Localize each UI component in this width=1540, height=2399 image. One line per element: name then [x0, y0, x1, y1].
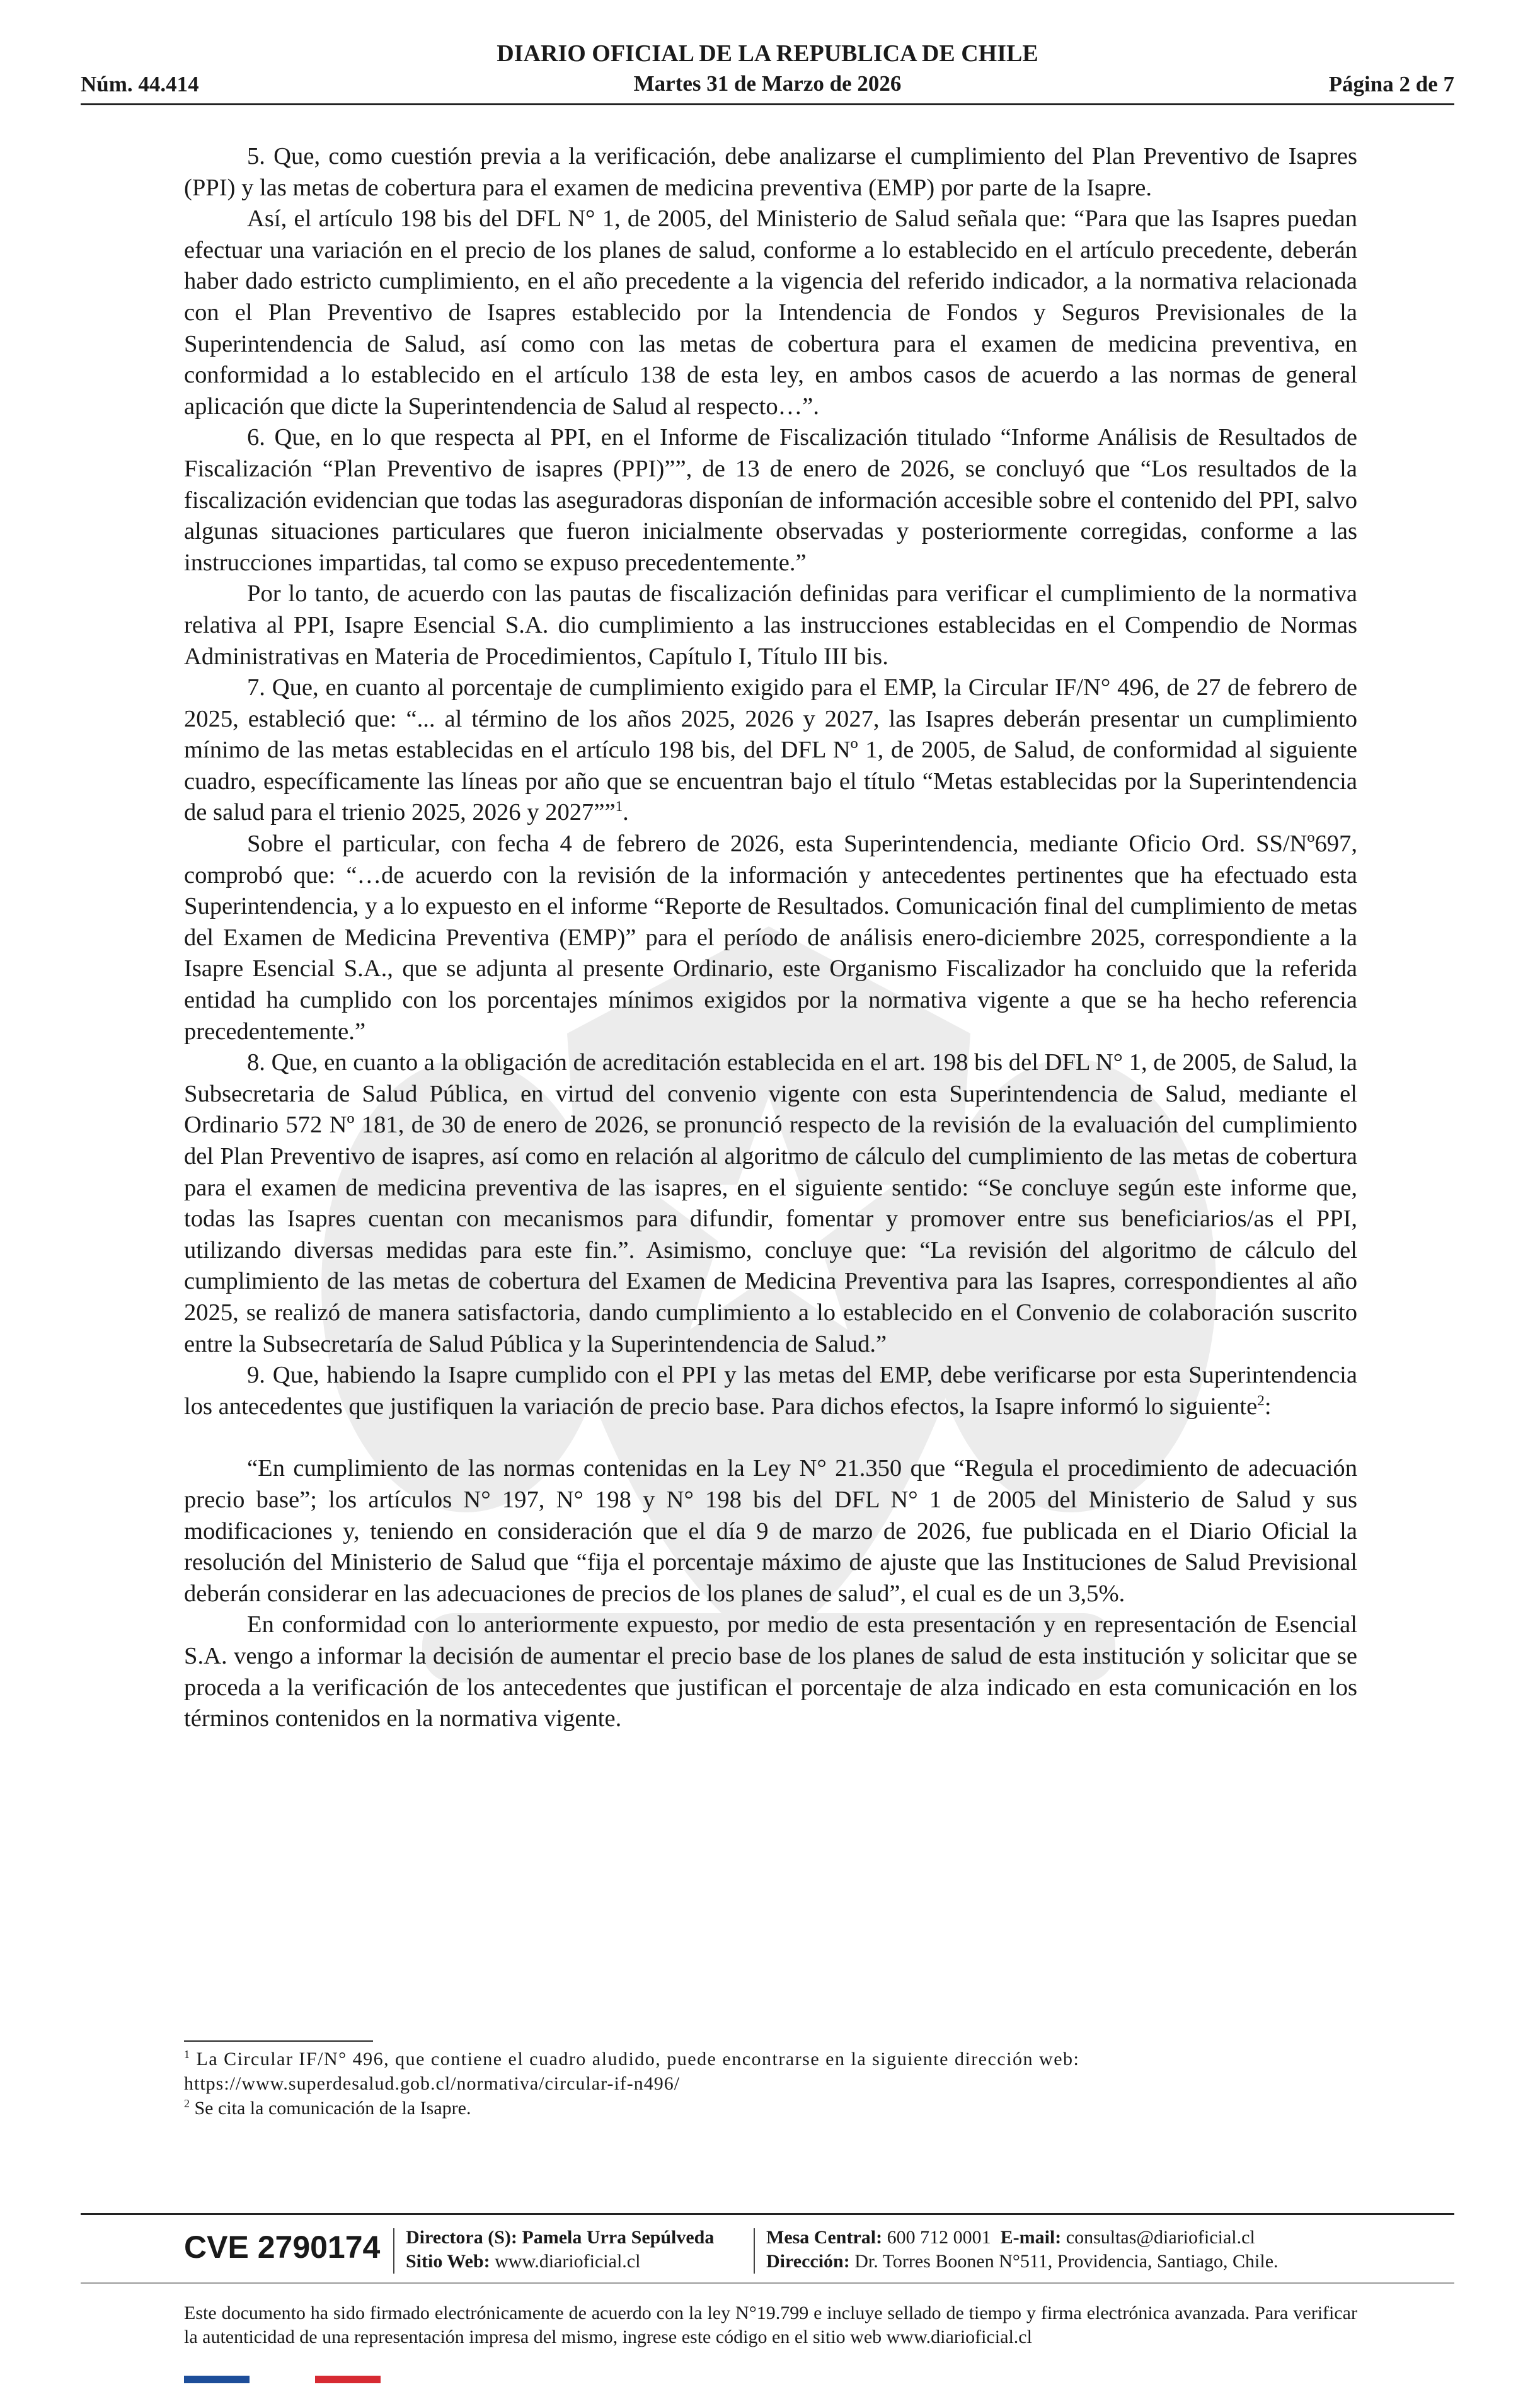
masthead: [81, 39, 1454, 98]
email-link[interactable]: consultas@diarioficial.cl: [1066, 2227, 1255, 2248]
flag-color-bar: [184, 2376, 381, 2383]
paragraph: 8. Que, en cuanto a la obligación de acreditación establecida en el art. 198 bis del DFL N° 1, de 2005, de Salud, la Subsecretaria de Salud Pública, en virtud del convenio vigente con esta Superintendencia de Salud, mediante el Ordinario 572 Nº 181, de 30 de enero de 2026, se pronunció respecto de la revisión de la evaluación del cumplimiento del Plan Preventivo de isapres, así como en relación al algoritmo de cálculo del cumplimiento de las metas de cobertura para el examen de medicina preventiva de las isapres, en el siguiente sentido: “Se concluye según este informe que, todas las Isapres cuentan con mecanismos para difundir, fomentar y promover entre sus beneficiarios/as el PPI, utilizando diversas medidas para este fin.”. Asimismo, concluye que: “La revisión del algoritmo de cálculo del cumplimiento de las metas de cobertura del Examen de Medicina Preventiva para las Isapres, correspondientes al año 2025, se realizó de manera satisfactoria, dando cumplimiento a lo establecido en el Convenio de colaboración suscrito entre la Subsecretaría de Salud Pública y la Superintendencia de Salud.”: [184, 1049, 1357, 1357]
flag-red-segment: [315, 2376, 381, 2383]
director-line: Directora (S): Pamela Urra Sepúlveda: [406, 2227, 715, 2248]
cve-code: CVE 2790174: [184, 2229, 381, 2265]
page-number: Página 2 de 7: [1328, 72, 1454, 96]
footnote-text: Se cita la comunicación de la Isapre.: [194, 2098, 471, 2119]
address-line: Dirección: Dr. Torres Boonen N°511, Providencia, Santiago, Chile.: [766, 2251, 1279, 2272]
footnote-2: [184, 2096, 1357, 2120]
quoted-paragraph: En conformidad con lo anteriormente expuesto, por medio de esta presentación y en representación de Esencial S.A. vengo a informar la decisión de aumentar el precio base de los planes de salud de esta institución y solicitar que se proceda a la verificación de los antecedentes que justifican el porcentaje de alza indicado en esta comunicación en los términos contenidos en la normativa vigente.: [184, 1611, 1357, 1732]
signature-notice: Este documento ha sido firmado electrónicamente de acuerdo con la ley N°19.799 e incluye sellado de tiempo y firma electrónica avanzada. Para verificar la autenticidad de una representación impresa del mismo, ingrese este código en el sitio web www.diarioficial.cl: [184, 2303, 1357, 2347]
newspaper-title: DIARIO OFICIAL DE LA REPUBLICA DE CHILE: [497, 40, 1038, 67]
footnote-ref: 2: [1257, 1392, 1265, 1409]
paragraph-text: :: [1264, 1393, 1272, 1420]
paragraph: 5. Que, como cuestión previa a la verificación, debe analizarse el cumplimiento del Plan Preventivo de Isapres (PPI) y las metas de cobertura para el examen de medicina preventiva (EMP) por parte de la Isapre.: [184, 143, 1357, 201]
document-body: [184, 141, 1357, 1735]
paragraph: 6. Que, en lo que respecta al PPI, en el Informe de Fiscalización titulado “Informe Análisis de Resultados de Fiscalización “Plan Preventivo de isapres (PPI)””, de 13 de enero de 2026, se concluyó que “Los resultados de la fiscalización evidencian que todas las aseguradoras disponían de información accesible sobre el contenido del PPI, salvo algunas situaciones particulares que fueron inicialmente observadas y posteriormente corregidas, conforme a las instrucciones impartidas, tal como se expuso precedentemente.”: [184, 424, 1357, 576]
footnote-divider: [184, 2040, 373, 2042]
footnote-text: La Circular IF/N° 496, que contiene el cuadro aludido, puede encontrarse en la siguiente dirección web:: [196, 2049, 1080, 2069]
paragraph-text: 7. Que, en cuanto al porcentaje de cumplimiento exigido para el EMP, la Circular IF/N° 496, de 27 de febrero de 2025, estableció que: “... al término de los años 2025, 2026 y 2027, las Isapres deberán presentar un cumplimiento mínimo de las metas establecidas en el artículo 198 bis, del DFL Nº 1, de 2005, de Salud, de conformidad al siguiente cuadro, específicamente las líneas por año que se encuentran bajo el título “Metas establecidas por la Superintendencia de salud para el trienio 2025, 2026 y 2027””: [184, 674, 1357, 826]
website-link[interactable]: www.diarioficial.cl: [495, 2251, 641, 2272]
paragraph: Sobre el particular, con fecha 4 de febrero de 2026, esta Superintendencia, mediante Oficio Ord. SS/Nº697, comprobó que: “…de acuerdo con la revisión de la información y antecedentes pertinentes que ha efectuado esta Superintendencia, y a lo expuesto en el informe “Reporte de Resultados. Comunicación final del cumplimiento de metas del Examen de Medicina Preventiva (EMP)” para el período de análisis enero-diciembre 2025, correspondiente a la Isapre Esencial S.A., que se adjunta al presente Ordinario, este Organismo Fiscalizador ha concluido que la referida entidad ha cumplido con los porcentajes mínimos exigidos por la normativa vigente a que se ha hecho referencia precedentemente.”: [184, 831, 1357, 1045]
issue-number: Núm. 44.414: [81, 72, 199, 96]
website-line: Sitio Web: www.diarioficial.cl: [406, 2251, 641, 2272]
phone-email-line: Mesa Central: 600 712 0001 E-mail: consultas@diarioficial.cl: [766, 2227, 1255, 2248]
paragraph: Así, el artículo 198 bis del DFL N° 1, de 2005, del Ministerio de Salud señala que: “Para que las Isapres puedan efectuar una variación en el precio de los planes de salud, conforme a lo establecido en el artículo precedente, deberán haber dado estricto cumplimiento, en el año precedente a la vigencia del referido indicador, a la normativa relacionada con el Plan Preventivo de Isapres establecido por la Intendencia de Fondos y Seguros Previsionales de la Superintendencia de Salud, así como con las metas de cobertura para el examen de medicina preventiva, en conformidad a lo establecido en el artículo 138 de esta ley, en ambos casos de acuerdo a las normas de general aplicación que dicte la Superintendencia de Salud al respecto…”.: [184, 205, 1357, 420]
paragraph: [184, 1360, 1357, 1422]
paragraph: [184, 672, 1357, 829]
footer-divider: [81, 2213, 1454, 2215]
footer-separator: [393, 2228, 394, 2274]
footer-separator: [754, 2228, 755, 2274]
flag-blue-segment: [184, 2376, 250, 2383]
quoted-paragraph: “En cumplimiento de las normas contenidas en la Ley N° 21.350 que “Regula el procedimiento de adecuación precio base”; los artículos N° 197, N° 198 y N° 198 bis del DFL N° 1 de 2005 del Ministerio de Salud y sus modificaciones y, teniendo en consideración que el día 9 de marzo de 2026, fue publicada en el Diario Oficial la resolución del Ministerio de Salud que “fija el porcentaje máximo de ajuste que las Instituciones de Salud Previsional deberán considerar en las adecuaciones de precios de los planes de salud”, el cual es de un 3,5%.: [184, 1455, 1357, 1607]
footnotes: [184, 2047, 1357, 2120]
footnote-1: [184, 2047, 1357, 2071]
paragraph-text: .: [623, 799, 629, 826]
footnote-mark: 2: [184, 2097, 190, 2110]
footnote-ref: 1: [615, 798, 623, 815]
paragraph-text: 9. Que, habiendo la Isapre cumplido con el PPI y las metas del EMP, debe verificarse por esta Superintendencia los antecedentes que justifiquen la variación de precio base. Para dichos efectos, la Isapre informó lo siguiente: [184, 1362, 1357, 1420]
flag-white-segment: [250, 2376, 315, 2383]
footer-divider-thin: [81, 2282, 1454, 2284]
footnote-mark: 1: [184, 2048, 191, 2061]
footnote-link[interactable]: https://www.superdesalud.gob.cl/normativa/circular-if-n496/: [184, 2073, 681, 2094]
footer-contact-left: [406, 2226, 714, 2274]
issue-date: Martes 31 de Marzo de 2026: [633, 71, 902, 96]
paragraph: Por lo tanto, de acuerdo con las pautas de fiscalización definidas para verificar el cumplimiento de la normativa relativa al PPI, Isapre Esencial S.A. dio cumplimiento a las instrucciones establecidas en el Compendio de Normas Administrativas en Materia de Procedimientos, Capítulo I, Título III bis.: [184, 580, 1357, 670]
page-header: [81, 35, 1454, 105]
footer-contact-right: [766, 2226, 1279, 2274]
